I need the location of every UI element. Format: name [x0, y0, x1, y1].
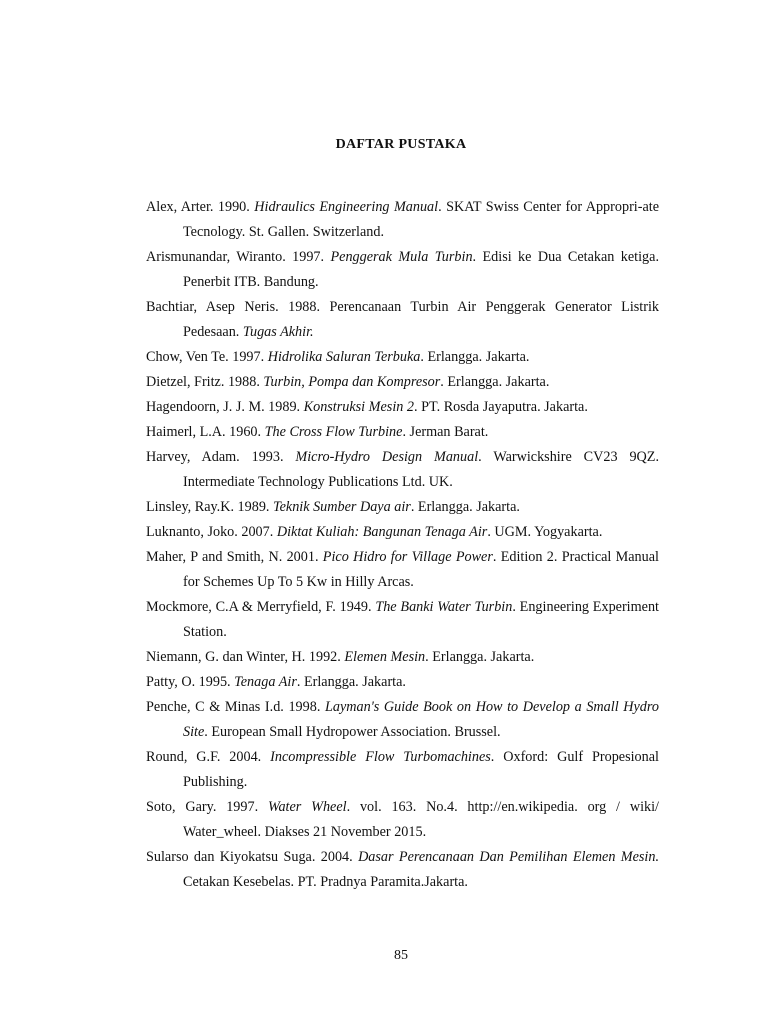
reference-text: . Oxford: Gulf Propesional Publishing.: [183, 749, 659, 790]
reference-text: . Erlangga. Jakarta.: [425, 649, 535, 665]
reference-title: The Banki Water Turbin: [375, 599, 513, 615]
reference-text: . Erlangga. Jakarta.: [420, 349, 530, 365]
reference-entry: [146, 295, 659, 345]
reference-title: Incompressible Flow Turbomachines: [270, 749, 491, 765]
page-number: 85: [394, 948, 408, 963]
reference-title: Konstruksi Mesin 2: [303, 399, 414, 415]
reference-title: Dasar Perencanaan Dan Pemilihan Elemen Mesin.: [358, 849, 659, 865]
reference-entry: [146, 420, 659, 445]
reference-title: Penggerak Mula Turbin: [330, 249, 473, 265]
reference-entry: [146, 845, 659, 895]
reference-entry: [146, 695, 659, 745]
reference-title: Hidrolika Saluran Terbuka: [267, 349, 421, 365]
reference-entry: [146, 670, 659, 695]
reference-title: Turbin, Pompa dan Kompresor: [263, 374, 441, 390]
reference-title: Hidraulics Engineering Manual: [254, 199, 439, 215]
reference-entry: [146, 595, 659, 645]
reference-text: . UGM. Yogyakarta.: [487, 524, 603, 540]
reference-text: . Edisi ke Dua Cetakan ketiga. Penerbit ITB. Bandung.: [183, 249, 659, 290]
reference-text: . Jerman Barat.: [402, 424, 489, 440]
reference-title: Tenaga Air: [234, 674, 297, 690]
reference-text: Penche, C & Minas I.d. 1998.: [146, 699, 325, 715]
reference-text: . Erlangga. Jakarta.: [296, 674, 406, 690]
reference-text: Soto, Gary. 1997.: [146, 799, 268, 815]
reference-text: . SKAT Swiss Center for Appropri-ate Tecnology. St. Gallen. Switzerland.: [183, 199, 659, 240]
reference-entry: [146, 545, 659, 595]
reference-title: Elemen Mesin: [344, 649, 426, 665]
reference-title: The Cross Flow Turbine: [264, 424, 403, 440]
reference-text: Sularso dan Kiyokatsu Suga. 2004.: [146, 849, 359, 865]
reference-text: . vol. 163. No.4. http://en.wikipedia. org / wiki/ Water_wheel. Diakses 21 November 2015.: [183, 799, 659, 840]
reference-text: Bachtiar, Asep Neris. 1988. Perencanaan Turbin Air Penggerak Generator Listrik Pedesaan.: [146, 299, 659, 340]
reference-title: Micro-Hydro Design Manual: [295, 449, 479, 465]
reference-entry: [146, 520, 659, 545]
reference-entry: [146, 245, 659, 295]
reference-text: Niemann, G. dan Winter, H. 1992.: [146, 649, 345, 665]
reference-text: Mockmore, C.A & Merryfield, F. 1949.: [146, 599, 376, 615]
page-title: DAFTAR PUSTAKA: [335, 137, 467, 152]
reference-entry: [146, 195, 659, 245]
reference-title: Water Wheel: [267, 799, 347, 815]
reference-text: Maher, P and Smith, N. 2001.: [146, 549, 323, 565]
reference-title: Diktat Kuliah: Bangunan Tenaga Air: [276, 524, 488, 540]
reference-entry: [146, 645, 659, 670]
reference-text: Arismunandar, Wiranto. 1997.: [146, 249, 331, 265]
reference-entry: [146, 795, 659, 845]
reference-title: Pico Hidro for Village Power: [322, 549, 493, 565]
reference-entry: [146, 395, 659, 420]
reference-text: Patty, O. 1995.: [146, 674, 235, 690]
reference-entry: [146, 745, 659, 795]
reference-text: . Erlangga. Jakarta.: [410, 499, 520, 515]
reference-title: Teknik Sumber Daya air: [273, 499, 411, 515]
reference-text: . Warwickshire CV23 9QZ. Intermediate Technology Publications Ltd. UK.: [183, 449, 659, 490]
reference-entry: [146, 345, 659, 370]
reference-text: . PT. Rosda Jayaputra. Jakarta.: [414, 399, 588, 415]
reference-entry: [146, 495, 659, 520]
reference-text: Cetakan Kesebelas. PT. Pradnya Paramita.Jakarta.: [183, 874, 468, 890]
reference-list: [146, 195, 659, 895]
reference-text: Linsley, Ray.K. 1989.: [146, 499, 274, 515]
reference-entry: [146, 370, 659, 395]
reference-text: Haimerl, L.A. 1960.: [146, 424, 265, 440]
reference-text: Luknanto, Joko. 2007.: [146, 524, 277, 540]
reference-text: . Erlangga. Jakarta.: [440, 374, 550, 390]
reference-title: Layman's Guide Book on How to Develop a Small Hydro Site: [183, 699, 659, 740]
reference-text: Hagendoorn, J. J. M. 1989.: [146, 399, 304, 415]
reference-text: . European Small Hydropower Association. Brussel.: [204, 724, 501, 740]
reference-text: Chow, Ven Te. 1997.: [146, 349, 268, 365]
reference-text: Harvey, Adam. 1993.: [146, 449, 296, 465]
reference-text: . Engineering Experiment Station.: [183, 599, 659, 640]
reference-text: Dietzel, Fritz. 1988.: [146, 374, 264, 390]
reference-text: Round, G.F. 2004.: [146, 749, 271, 765]
reference-entry: [146, 445, 659, 495]
reference-text: . Edition 2. Practical Manual for Schemes Up To 5 Kw in Hilly Arcas.: [183, 549, 659, 590]
reference-text: Alex, Arter. 1990.: [146, 199, 255, 215]
reference-title: Tugas Akhir.: [242, 324, 314, 340]
